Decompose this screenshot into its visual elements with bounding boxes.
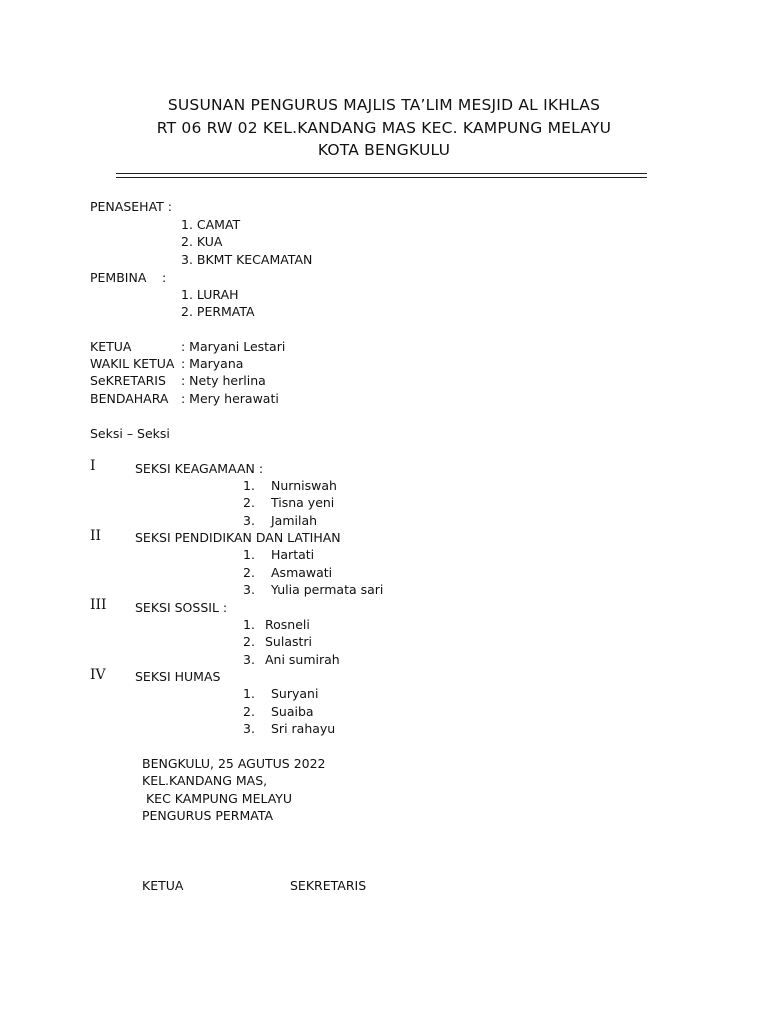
officer-role: BENDAHARA	[90, 391, 169, 406]
member-number: 1.	[243, 617, 255, 632]
officer-name: : Nety herlina	[181, 373, 266, 388]
pembina-colon: :	[162, 270, 167, 285]
member-name: Suaiba	[271, 704, 314, 719]
member-number: 2.	[243, 634, 255, 649]
closing-organization: PENGURUS PERMATA	[142, 808, 274, 823]
pembina-label: PEMBINA	[90, 270, 147, 285]
member-number: 3.	[243, 513, 255, 528]
member-name: Suryani	[271, 686, 319, 701]
officer-role: SeKRETARIS	[90, 373, 166, 388]
header-rule-bottom	[116, 177, 647, 178]
member-name: Sri rahayu	[271, 721, 336, 736]
signature-ketua: KETUA	[142, 878, 184, 893]
closing-place-date: BENGKULU, 25 AGUTUS 2022	[142, 756, 326, 771]
member-name: Asmawati	[271, 565, 333, 580]
member-number: 2.	[243, 495, 255, 510]
officer-name: : Maryani Lestari	[181, 339, 286, 354]
section-title: SEKSI HUMAS	[135, 669, 221, 684]
section-numeral: II	[90, 528, 102, 544]
pembina-item: 1. LURAH	[181, 287, 239, 302]
section-numeral: III	[90, 597, 107, 613]
member-number: 3.	[243, 582, 255, 597]
header-line-2: RT 06 RW 02 KEL.KANDANG MAS KEC. KAMPUNG MELAYU	[156, 119, 612, 137]
pembina-item: 2. PERMATA	[181, 304, 255, 319]
officer-role: WAKIL KETUA	[90, 356, 175, 371]
member-name: Tisna yeni	[271, 495, 335, 510]
member-name: Yulia permata sari	[271, 582, 384, 597]
closing-kelurahan: KEL.KANDANG MAS,	[142, 773, 268, 788]
member-number: 3.	[243, 721, 255, 736]
penasehat-item: 3. BKMT KECAMATAN	[181, 252, 313, 267]
member-name: Hartati	[271, 547, 315, 562]
penasehat-item: 1. CAMAT	[181, 217, 241, 232]
header-line-3: KOTA BENGKULU	[317, 141, 451, 159]
section-title: SEKSI KEAGAMAAN :	[135, 461, 264, 476]
member-name: Sulastri	[265, 634, 313, 649]
member-number: 1.	[243, 478, 255, 493]
header-rule-top	[116, 173, 647, 174]
section-numeral: I	[90, 458, 96, 474]
header-line-1: SUSUNAN PENGURUS MAJLIS TA’LIM MESJID AL IKHLAS	[167, 96, 601, 114]
officer-role: KETUA	[90, 339, 132, 354]
member-number: 3.	[243, 652, 255, 667]
penasehat-label: PENASEHAT :	[90, 199, 172, 214]
member-name: Rosneli	[265, 617, 310, 632]
section-title: SEKSI SOSSIL :	[135, 600, 228, 615]
signature-sekretaris: SEKRETARIS	[290, 878, 367, 893]
member-number: 2.	[243, 565, 255, 580]
member-number: 1.	[243, 547, 255, 562]
member-name: Ani sumirah	[265, 652, 340, 667]
section-title: SEKSI PENDIDIKAN DAN LATIHAN	[135, 530, 341, 545]
seksi-heading: Seksi – Seksi	[90, 426, 170, 441]
section-numeral: IV	[90, 667, 106, 683]
member-number: 2.	[243, 704, 255, 719]
member-name: Jamilah	[271, 513, 318, 528]
penasehat-item: 2. KUA	[181, 234, 223, 249]
closing-kecamatan: KEC KAMPUNG MELAYU	[142, 791, 293, 806]
officer-name: : Maryana	[181, 356, 244, 371]
member-name: Nurniswah	[271, 478, 337, 493]
member-number: 1.	[243, 686, 255, 701]
officer-name: : Mery herawati	[181, 391, 279, 406]
